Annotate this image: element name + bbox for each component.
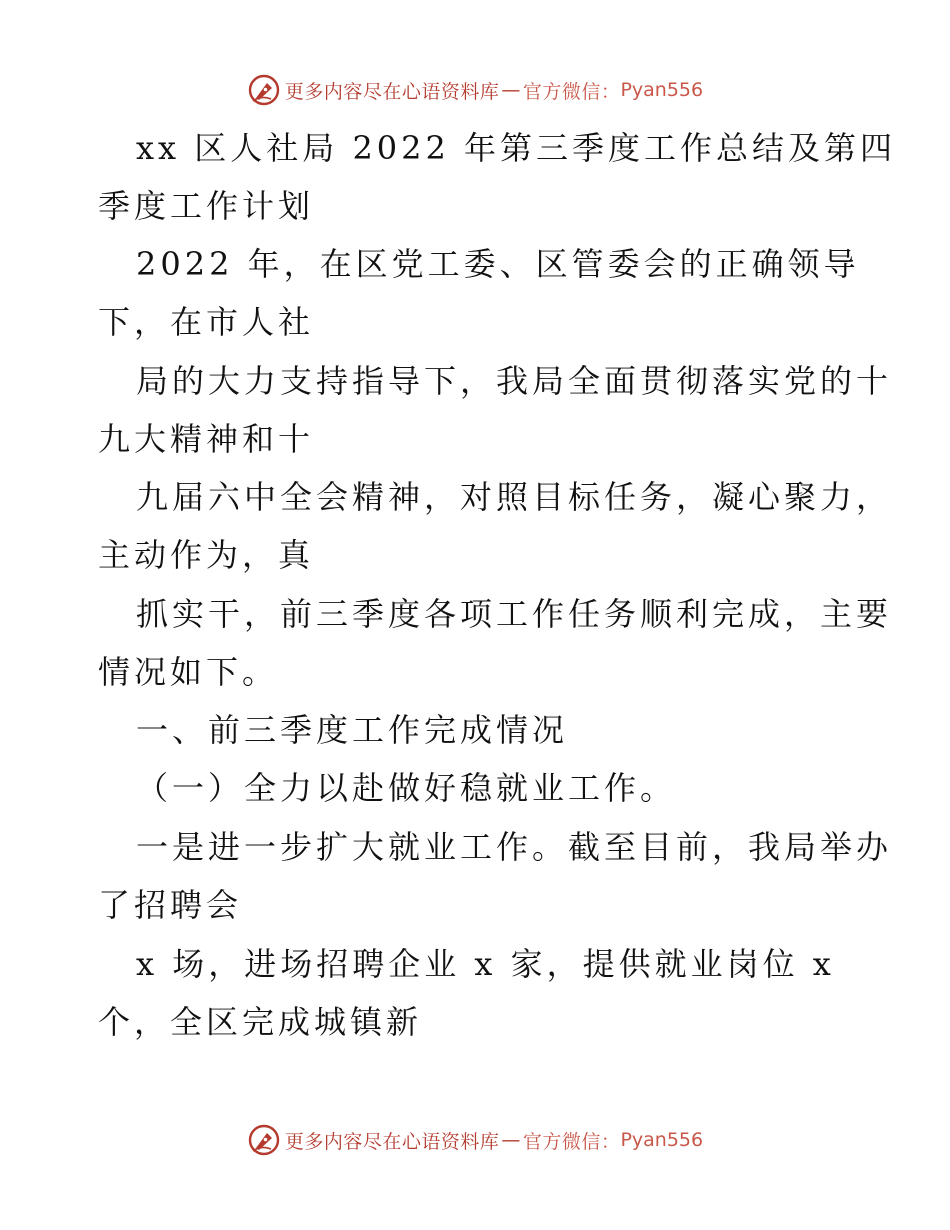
paragraph-line: 一是进一步扩大就业工作。截至目前，我局举办 bbox=[136, 828, 893, 866]
paragraph-line: 九大精神和十 bbox=[98, 420, 315, 458]
paragraph-line: 2022 年，在区党工委、区管委会的正确领导 bbox=[136, 245, 860, 283]
watermark-wechat-id: Pyan556 bbox=[620, 1129, 704, 1151]
watermark-site-text: 更多内容尽在心语资料库 bbox=[284, 1130, 500, 1153]
paragraph-line: 局的大力支持指导下，我局全面贯彻落实党的十 bbox=[136, 362, 893, 400]
section-heading: 一、前三季度工作完成情况 bbox=[136, 711, 569, 749]
paragraph-line: 下，在市人社 bbox=[98, 303, 315, 341]
paragraph-line: 了招聘会 bbox=[98, 886, 243, 924]
watermark-separator: — bbox=[501, 1129, 521, 1151]
document-title-line-1: xx 区人社局 2022 年第三季度工作总结及第四 bbox=[136, 129, 897, 167]
watermark-wechat-label: 官方微信： bbox=[522, 1130, 621, 1153]
watermark-footer bbox=[0, 1120, 950, 1160]
watermark-separator: — bbox=[501, 79, 521, 101]
paragraph-line: 九届六中全会精神，对照目标任务，凝心聚力， bbox=[136, 478, 893, 516]
subsection-heading: （一）全力以赴做好稳就业工作。 bbox=[136, 769, 677, 807]
document-title-line-2: 季度工作计划 bbox=[98, 187, 315, 225]
watermark-wechat-label: 官方微信： bbox=[522, 80, 621, 103]
paragraph-line: 主动作为，真 bbox=[98, 536, 315, 574]
paragraph-line: 抓实干，前三季度各项工作任务顺利完成，主要 bbox=[136, 595, 893, 633]
paragraph-line: 个，全区完成城镇新 bbox=[98, 1003, 423, 1041]
watermark-site-text: 更多内容尽在心语资料库 bbox=[284, 80, 500, 103]
paragraph-line: 情况如下。 bbox=[98, 653, 279, 691]
pen-nib-circle-icon bbox=[247, 1123, 281, 1157]
paragraph-line: x 场，进场招聘企业 x 家，提供就业岗位 x bbox=[136, 945, 835, 983]
watermark-wechat-id: Pyan556 bbox=[620, 79, 704, 101]
